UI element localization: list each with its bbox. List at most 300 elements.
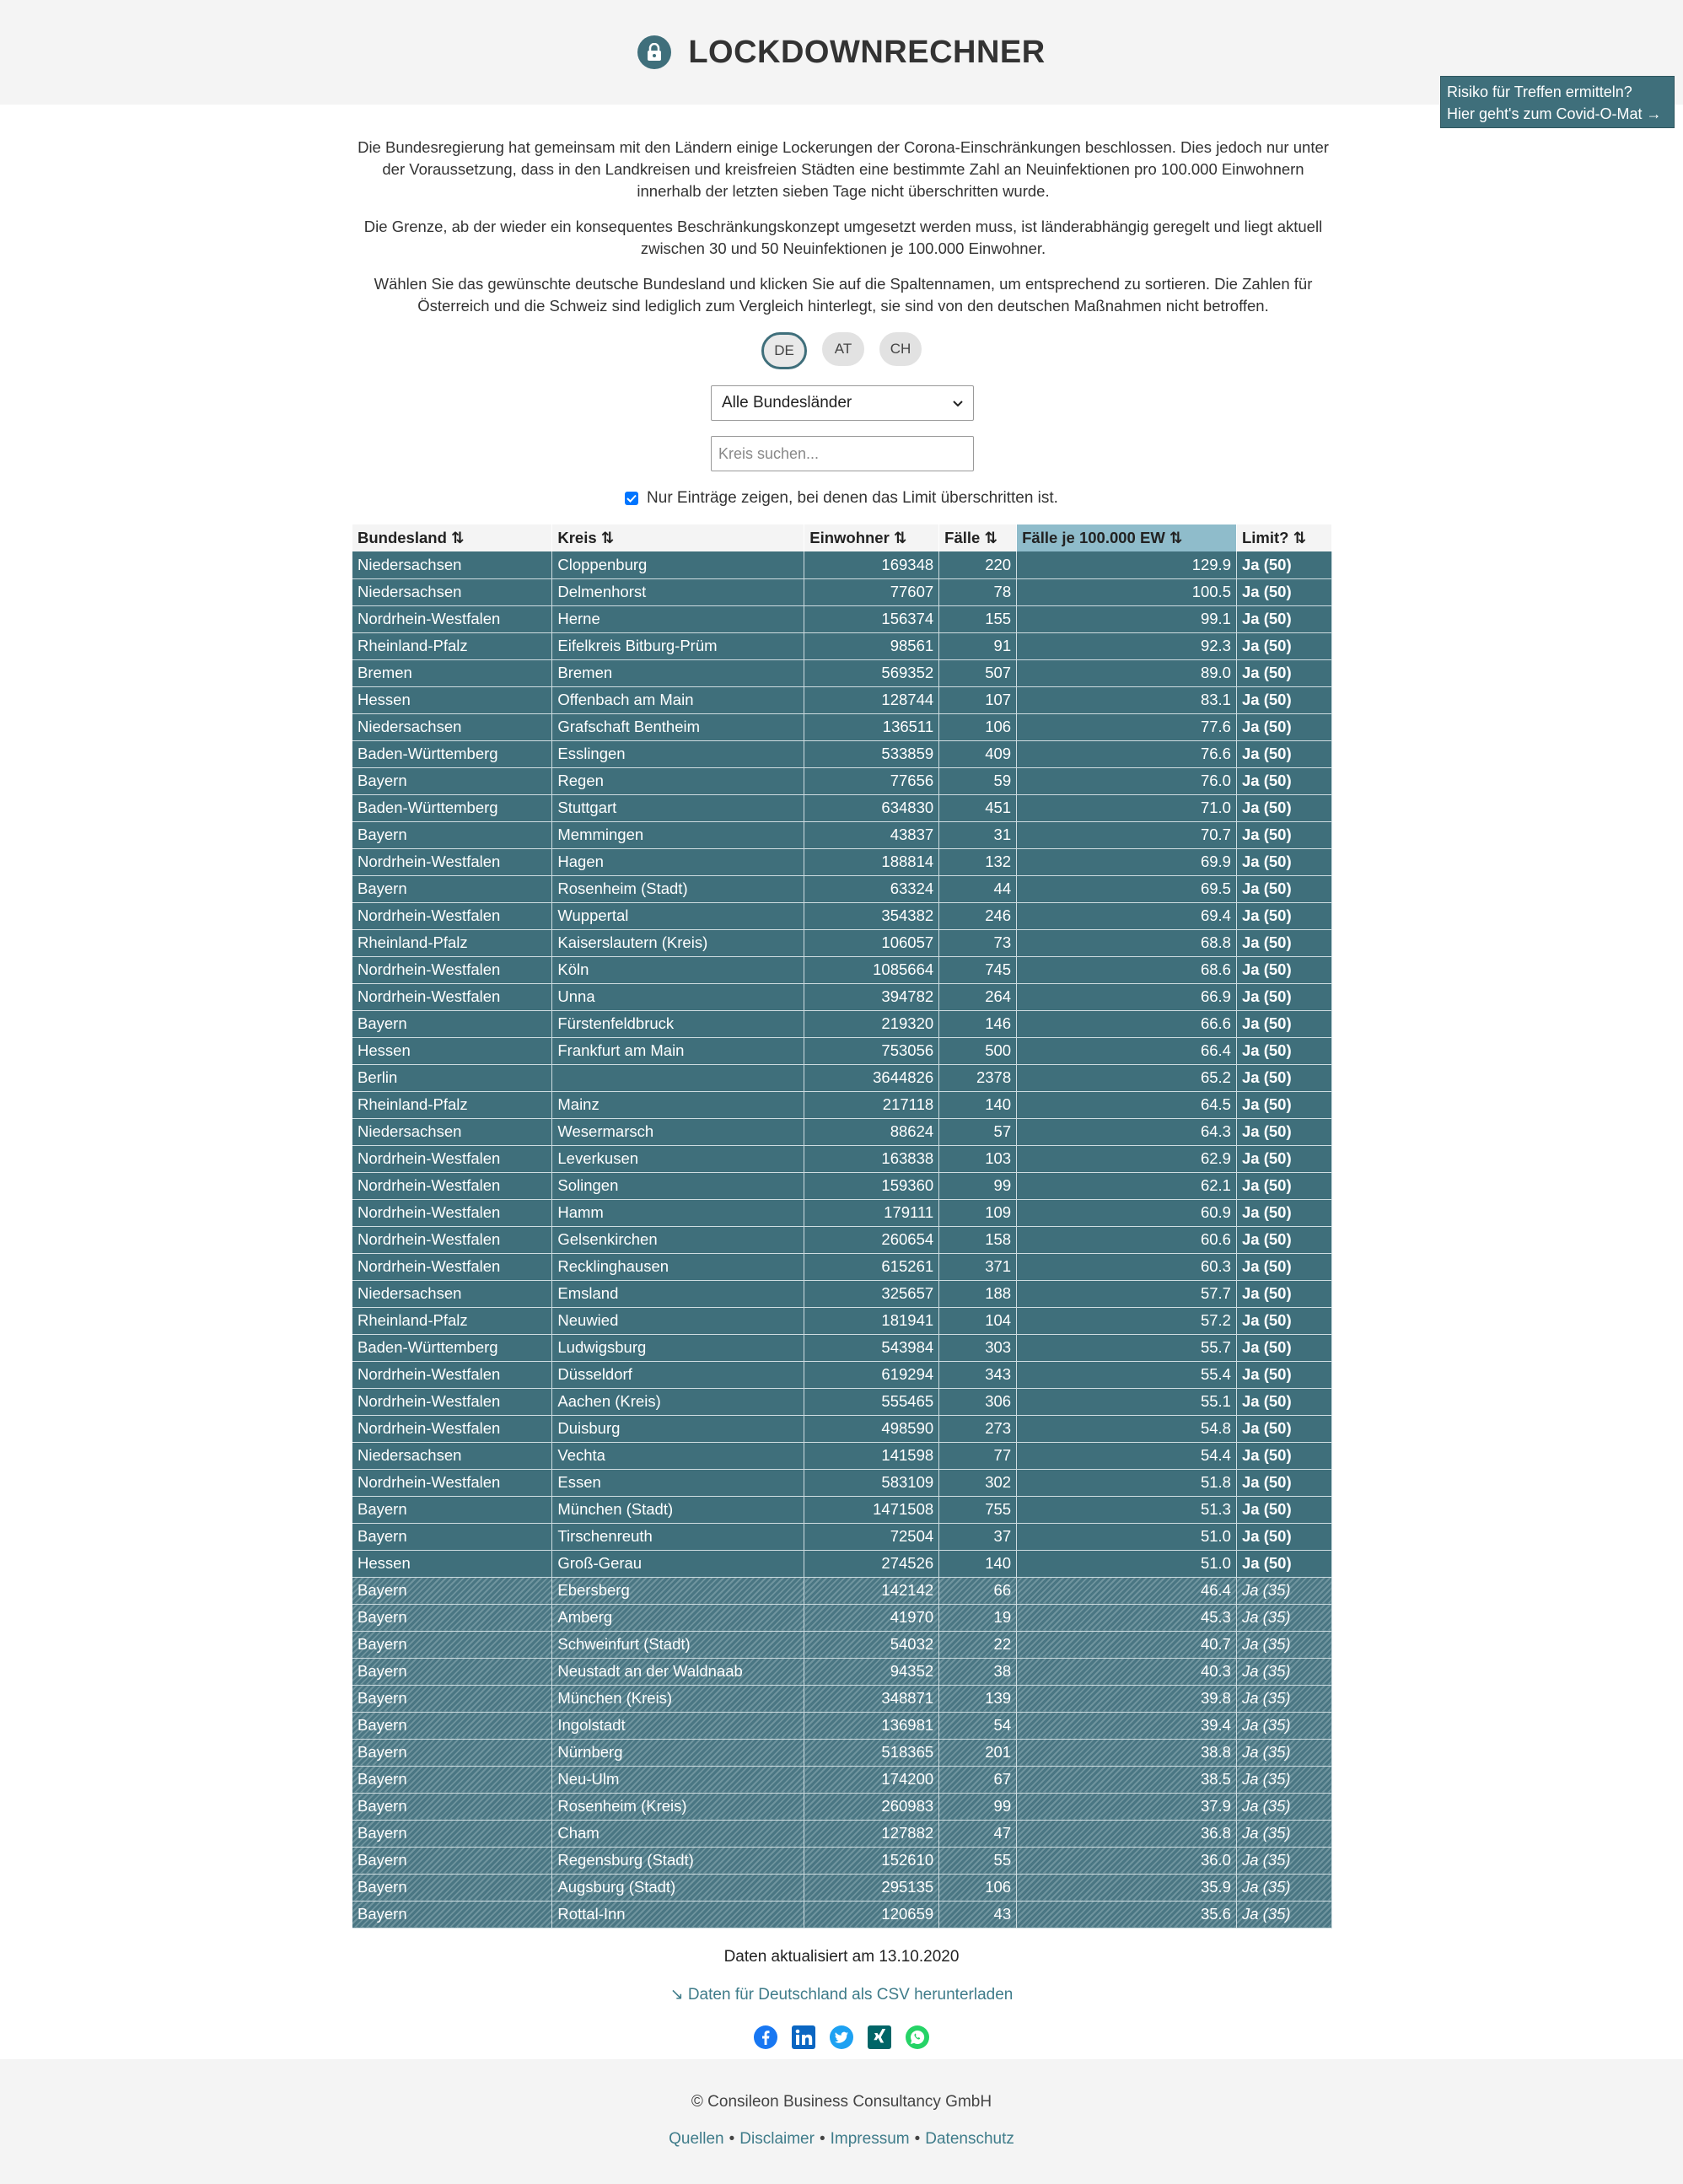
cell-limit: Ja (50): [1236, 1226, 1331, 1253]
cell-kreis: Ludwigsburg: [552, 1334, 804, 1361]
cell-faelle: 302: [939, 1469, 1017, 1496]
linkedin-icon[interactable]: [791, 2024, 817, 2050]
cell-kreis: Frankfurt am Main: [552, 1037, 804, 1064]
lock-icon: [637, 35, 671, 69]
cell-bundesland: Nordrhein-Westfalen: [352, 1253, 552, 1280]
cell-faelle: 158: [939, 1226, 1017, 1253]
cell-bundesland: Niedersachsen: [352, 1118, 552, 1145]
covid-link-line2: Hier geht's zum Covid-O-Mat →: [1447, 105, 1662, 122]
cell-limit: Ja (50): [1236, 929, 1331, 956]
cell-inzidenz: 60.9: [1017, 1199, 1237, 1226]
cell-inzidenz: 39.8: [1017, 1685, 1237, 1712]
cell-faelle: 140: [939, 1091, 1017, 1118]
cell-einwohner: 159360: [804, 1172, 939, 1199]
cell-limit: Ja (50): [1236, 1145, 1331, 1172]
table-row: [352, 713, 1332, 740]
xing-icon[interactable]: [867, 2024, 893, 2050]
cell-faelle: 43: [939, 1901, 1017, 1928]
cell-inzidenz: 36.8: [1017, 1820, 1237, 1847]
cell-faelle: 246: [939, 902, 1017, 929]
cell-faelle: 500: [939, 1037, 1017, 1064]
cell-limit: Ja (50): [1236, 632, 1331, 659]
country-button-at[interactable]: AT: [822, 332, 864, 366]
sort-header-kreis[interactable]: Kreis ⇅: [552, 524, 804, 551]
covid-link-line1: Risiko für Treffen ermitteln?: [1447, 83, 1632, 100]
cell-faelle: 99: [939, 1172, 1017, 1199]
cell-einwohner: 543984: [804, 1334, 939, 1361]
results-table: [352, 524, 1332, 1928]
cell-inzidenz: 92.3: [1017, 632, 1237, 659]
cell-inzidenz: 64.3: [1017, 1118, 1237, 1145]
table-row: [352, 1712, 1332, 1739]
country-switch: [0, 332, 1683, 369]
cell-einwohner: 98561: [804, 632, 939, 659]
cell-limit: Ja (50): [1236, 1091, 1331, 1118]
cell-limit: Ja (50): [1236, 1550, 1331, 1577]
cell-inzidenz: 70.7: [1017, 821, 1237, 848]
cell-inzidenz: 69.4: [1017, 902, 1237, 929]
cell-limit: Ja (35): [1236, 1847, 1331, 1874]
cell-limit: Ja (50): [1236, 902, 1331, 929]
cell-kreis: Solingen: [552, 1172, 804, 1199]
cell-kreis: Esslingen: [552, 740, 804, 767]
cell-kreis: Leverkusen: [552, 1145, 804, 1172]
cell-kreis: Unna: [552, 983, 804, 1010]
cell-einwohner: 533859: [804, 740, 939, 767]
cell-einwohner: 94352: [804, 1658, 939, 1685]
cell-inzidenz: 83.1: [1017, 686, 1237, 713]
cell-bundesland: Nordrhein-Westfalen: [352, 983, 552, 1010]
table-row: [352, 1550, 1332, 1577]
cell-einwohner: 156374: [804, 605, 939, 632]
cell-kreis: Tirschenreuth: [552, 1523, 804, 1550]
cell-limit: Ja (50): [1236, 713, 1331, 740]
cell-faelle: 103: [939, 1145, 1017, 1172]
cell-kreis: Gelsenkirchen: [552, 1226, 804, 1253]
cell-kreis: Grafschaft Bentheim: [552, 713, 804, 740]
cell-einwohner: 325657: [804, 1280, 939, 1307]
cell-bundesland: Nordrhein-Westfalen: [352, 1226, 552, 1253]
cell-faelle: 371: [939, 1253, 1017, 1280]
cell-limit: Ja (35): [1236, 1820, 1331, 1847]
cell-faelle: 106: [939, 1874, 1017, 1901]
cell-einwohner: 188814: [804, 848, 939, 875]
sort-header-faelle[interactable]: Fälle ⇅: [939, 524, 1017, 551]
cell-bundesland: Nordrhein-Westfalen: [352, 1469, 552, 1496]
cell-limit: Ja (50): [1236, 821, 1331, 848]
cell-einwohner: 354382: [804, 902, 939, 929]
cell-limit: Ja (50): [1236, 1361, 1331, 1388]
footer-link-impressum[interactable]: Impressum: [830, 2130, 910, 2148]
cell-limit: Ja (35): [1236, 1604, 1331, 1631]
cell-bundesland: Bayern: [352, 767, 552, 794]
cell-einwohner: 753056: [804, 1037, 939, 1064]
cell-limit: Ja (35): [1236, 1631, 1331, 1658]
table-row: [352, 1145, 1332, 1172]
cell-kreis: [552, 1064, 804, 1091]
cell-kreis: Hagen: [552, 848, 804, 875]
cell-kreis: Wuppertal: [552, 902, 804, 929]
table-row: [352, 794, 1332, 821]
cell-inzidenz: 40.7: [1017, 1631, 1237, 1658]
cell-faelle: 47: [939, 1820, 1017, 1847]
cell-kreis: Recklinghausen: [552, 1253, 804, 1280]
country-button-ch[interactable]: CH: [879, 332, 922, 366]
cell-einwohner: 141598: [804, 1442, 939, 1469]
intro-paragraph: Die Grenze, ab der wieder ein konsequentes Beschränkungskonzept umgesetzt werden muss, ist länderabhängig geregelt und liegt aktuell zwischen 30 und 50 Neuinfektionen je 100.000 Einwohner.: [363, 218, 1323, 257]
intro-text: [354, 137, 1332, 331]
cell-einwohner: 1471508: [804, 1496, 939, 1523]
cell-inzidenz: 66.6: [1017, 1010, 1237, 1037]
footer-link-disclaimer[interactable]: Disclaimer: [739, 2130, 815, 2148]
cell-limit: Ja (50): [1236, 659, 1331, 686]
cell-inzidenz: 76.0: [1017, 767, 1237, 794]
cell-bundesland: Bayern: [352, 1496, 552, 1523]
cell-inzidenz: 60.6: [1017, 1226, 1237, 1253]
table-row: [352, 956, 1332, 983]
table-row: [352, 983, 1332, 1010]
cell-limit: Ja (50): [1236, 605, 1331, 632]
cell-limit: Ja (50): [1236, 1037, 1331, 1064]
footer-link-datenschutz[interactable]: Datenschutz: [925, 2130, 1014, 2148]
cell-bundesland: Nordrhein-Westfalen: [352, 1415, 552, 1442]
cell-einwohner: 569352: [804, 659, 939, 686]
cell-einwohner: 583109: [804, 1469, 939, 1496]
cell-faelle: 140: [939, 1550, 1017, 1577]
cell-faelle: 44: [939, 875, 1017, 902]
cell-bundesland: Nordrhein-Westfalen: [352, 1172, 552, 1199]
cell-einwohner: 295135: [804, 1874, 939, 1901]
cell-bundesland: Rheinland-Pfalz: [352, 1091, 552, 1118]
table-row: [352, 1685, 1332, 1712]
cell-bundesland: Bayern: [352, 1793, 552, 1820]
cell-einwohner: 41970: [804, 1604, 939, 1631]
cell-faelle: 507: [939, 659, 1017, 686]
cell-faelle: 2378: [939, 1064, 1017, 1091]
cell-kreis: Cloppenburg: [552, 551, 804, 578]
limit-filter: [0, 489, 1683, 508]
cell-faelle: 139: [939, 1685, 1017, 1712]
cell-bundesland: Bayern: [352, 1712, 552, 1739]
cell-faelle: 54: [939, 1712, 1017, 1739]
cell-bundesland: Bayern: [352, 1010, 552, 1037]
cell-einwohner: 43837: [804, 821, 939, 848]
limit-filter-label: Nur Einträge zeigen, bei denen das Limit überschritten ist.: [647, 489, 1058, 507]
cell-einwohner: 54032: [804, 1631, 939, 1658]
table-row: [352, 1064, 1332, 1091]
footer-link-quellen[interactable]: Quellen: [669, 2130, 724, 2148]
cell-limit: Ja (50): [1236, 1253, 1331, 1280]
table-body: [352, 551, 1332, 1928]
cell-bundesland: Nordrhein-Westfalen: [352, 605, 552, 632]
kreis-search-input[interactable]: [711, 436, 974, 471]
cell-bundesland: Nordrhein-Westfalen: [352, 902, 552, 929]
cell-bundesland: Bayern: [352, 1523, 552, 1550]
table-row: [352, 1631, 1332, 1658]
cell-inzidenz: 76.6: [1017, 740, 1237, 767]
cell-limit: Ja (50): [1236, 767, 1331, 794]
table-row: [352, 686, 1332, 713]
table-row: [352, 1604, 1332, 1631]
table-row: [352, 1469, 1332, 1496]
country-button-de[interactable]: DE: [761, 332, 807, 369]
whatsapp-icon[interactable]: [905, 2024, 931, 2050]
table-row: [352, 1253, 1332, 1280]
cell-kreis: Rosenheim (Stadt): [552, 875, 804, 902]
table-row: [352, 1793, 1332, 1820]
cell-faelle: 273: [939, 1415, 1017, 1442]
cell-faelle: 451: [939, 794, 1017, 821]
cell-bundesland: Baden-Württemberg: [352, 1334, 552, 1361]
cell-limit: Ja (50): [1236, 1172, 1331, 1199]
cell-limit: Ja (35): [1236, 1901, 1331, 1928]
table-row: [352, 767, 1332, 794]
covid-o-mat-link[interactable]: [1440, 76, 1675, 128]
cell-inzidenz: 89.0: [1017, 659, 1237, 686]
cell-einwohner: 127882: [804, 1820, 939, 1847]
table-row: [352, 1739, 1332, 1766]
cell-inzidenz: 51.8: [1017, 1469, 1237, 1496]
cell-faelle: 67: [939, 1766, 1017, 1793]
cell-einwohner: 88624: [804, 1118, 939, 1145]
cell-bundesland: Bayern: [352, 1685, 552, 1712]
cell-faelle: 146: [939, 1010, 1017, 1037]
cell-limit: Ja (50): [1236, 875, 1331, 902]
table-row: [352, 1199, 1332, 1226]
cell-faelle: 201: [939, 1739, 1017, 1766]
table-row: [352, 1766, 1332, 1793]
cell-faelle: 745: [939, 956, 1017, 983]
cell-kreis: Bremen: [552, 659, 804, 686]
chevron-down-icon: [953, 394, 963, 412]
cell-bundesland: Niedersachsen: [352, 578, 552, 605]
intro-paragraph: Die Bundesregierung hat gemeinsam mit den Ländern einige Lockerungen der Corona-Einschränkungen beschlossen. Dies jedoch nur unter der Voraussetzung, dass in den Landkreisen und kreisfreien Städten eine bestimmte Zahl an Neuinfektionen pro 100.000 Einwohnern innerhalb der letzten sieben Tage nicht überschritten wurde.: [358, 138, 1329, 200]
cell-kreis: Ingolstadt: [552, 1712, 804, 1739]
cell-faelle: 77: [939, 1442, 1017, 1469]
table-row: [352, 1226, 1332, 1253]
cell-inzidenz: 64.5: [1017, 1091, 1237, 1118]
cell-limit: Ja (50): [1236, 1442, 1331, 1469]
csv-download-link[interactable]: ↘ Daten für Deutschland als CSV herunterladen: [669, 1986, 1014, 2004]
sort-header-bundesland[interactable]: Bundesland ⇅: [352, 524, 552, 551]
table-row: [352, 659, 1332, 686]
cell-faelle: 99: [939, 1793, 1017, 1820]
bundesland-select-value: Alle Bundesländer: [722, 394, 852, 412]
cell-einwohner: 152610: [804, 1847, 939, 1874]
cell-faelle: 38: [939, 1658, 1017, 1685]
cell-einwohner: 174200: [804, 1766, 939, 1793]
cell-bundesland: Bayern: [352, 1577, 552, 1604]
cell-bundesland: Hessen: [352, 1550, 552, 1577]
cell-einwohner: 217118: [804, 1091, 939, 1118]
table-row: [352, 1847, 1332, 1874]
twitter-icon[interactable]: [829, 2024, 855, 2050]
sort-header-inzidenz[interactable]: Fälle je 100.000 EW ⇅: [1017, 524, 1237, 551]
cell-bundesland: Bayern: [352, 875, 552, 902]
updated-text: Daten aktualisiert am 13.10.2020: [723, 1948, 960, 1966]
cell-limit: Ja (50): [1236, 1496, 1331, 1523]
cell-bundesland: Bayern: [352, 1874, 552, 1901]
table-row: [352, 1874, 1332, 1901]
table-row: [352, 1658, 1332, 1685]
cell-faelle: 78: [939, 578, 1017, 605]
cell-faelle: 22: [939, 1631, 1017, 1658]
cell-bundesland: Nordrhein-Westfalen: [352, 1388, 552, 1415]
table-row: [352, 1415, 1332, 1442]
cell-limit: Ja (50): [1236, 578, 1331, 605]
cell-kreis: Amberg: [552, 1604, 804, 1631]
cell-inzidenz: 77.6: [1017, 713, 1237, 740]
cell-kreis: Nürnberg: [552, 1739, 804, 1766]
cell-inzidenz: 129.9: [1017, 551, 1237, 578]
cell-kreis: Ebersberg: [552, 1577, 804, 1604]
table-row: [352, 1010, 1332, 1037]
cell-inzidenz: 51.0: [1017, 1523, 1237, 1550]
cell-kreis: Emsland: [552, 1280, 804, 1307]
cell-limit: Ja (50): [1236, 740, 1331, 767]
cell-inzidenz: 71.0: [1017, 794, 1237, 821]
cell-bundesland: Niedersachsen: [352, 1280, 552, 1307]
cell-einwohner: 181941: [804, 1307, 939, 1334]
table-row: [352, 1334, 1332, 1361]
cell-einwohner: 77656: [804, 767, 939, 794]
cell-inzidenz: 69.5: [1017, 875, 1237, 902]
cell-faelle: 107: [939, 686, 1017, 713]
table-row: [352, 578, 1332, 605]
table-row: [352, 821, 1332, 848]
table-row: [352, 902, 1332, 929]
table-row: [352, 1361, 1332, 1388]
bundesland-select[interactable]: [711, 385, 974, 421]
table-row: [352, 929, 1332, 956]
cell-inzidenz: 62.9: [1017, 1145, 1237, 1172]
cell-limit: Ja (50): [1236, 794, 1331, 821]
cell-limit: Ja (50): [1236, 1415, 1331, 1442]
copyright-text: © Consileon Business Consultancy GmbH: [691, 2093, 992, 2111]
cell-einwohner: 106057: [804, 929, 939, 956]
cell-einwohner: 72504: [804, 1523, 939, 1550]
cell-bundesland: Hessen: [352, 1037, 552, 1064]
cell-bundesland: Nordrhein-Westfalen: [352, 1361, 552, 1388]
cell-einwohner: 615261: [804, 1253, 939, 1280]
cell-bundesland: Baden-Württemberg: [352, 794, 552, 821]
cell-inzidenz: 39.4: [1017, 1712, 1237, 1739]
cell-bundesland: Bayern: [352, 1631, 552, 1658]
cell-limit: Ja (50): [1236, 848, 1331, 875]
limit-filter-checkbox[interactable]: [625, 492, 638, 505]
cell-kreis: Regensburg (Stadt): [552, 1847, 804, 1874]
table-row: [352, 1820, 1332, 1847]
cell-faelle: 57: [939, 1118, 1017, 1145]
cell-einwohner: 163838: [804, 1145, 939, 1172]
cell-inzidenz: 55.4: [1017, 1361, 1237, 1388]
cell-inzidenz: 35.9: [1017, 1874, 1237, 1901]
cell-limit: Ja (50): [1236, 1010, 1331, 1037]
facebook-icon[interactable]: [753, 2024, 779, 2050]
cell-kreis: Delmenhorst: [552, 578, 804, 605]
cell-inzidenz: 69.9: [1017, 848, 1237, 875]
cell-kreis: Köln: [552, 956, 804, 983]
cell-kreis: Aachen (Kreis): [552, 1388, 804, 1415]
cell-bundesland: Bayern: [352, 1604, 552, 1631]
cell-limit: Ja (50): [1236, 1469, 1331, 1496]
cell-inzidenz: 68.6: [1017, 956, 1237, 983]
cell-kreis: Neuwied: [552, 1307, 804, 1334]
table-row: [352, 1901, 1332, 1928]
cell-einwohner: 63324: [804, 875, 939, 902]
cell-bundesland: Bremen: [352, 659, 552, 686]
cell-limit: Ja (35): [1236, 1658, 1331, 1685]
cell-bundesland: Bayern: [352, 1820, 552, 1847]
cell-inzidenz: 36.0: [1017, 1847, 1237, 1874]
cell-faelle: 66: [939, 1577, 1017, 1604]
table-row: [352, 740, 1332, 767]
cell-bundesland: Bayern: [352, 1739, 552, 1766]
cell-bundesland: Hessen: [352, 686, 552, 713]
cell-faelle: 132: [939, 848, 1017, 875]
table-row: [352, 1091, 1332, 1118]
cell-kreis: Regen: [552, 767, 804, 794]
cell-einwohner: 169348: [804, 551, 939, 578]
cell-faelle: 59: [939, 767, 1017, 794]
page-title: LOCKDOWNRECHNER: [688, 34, 1046, 70]
cell-bundesland: Berlin: [352, 1064, 552, 1091]
cell-kreis: Neustadt an der Waldnaab: [552, 1658, 804, 1685]
cell-limit: Ja (50): [1236, 983, 1331, 1010]
sort-header-limit[interactable]: Limit? ⇅: [1236, 524, 1331, 551]
cell-kreis: Düsseldorf: [552, 1361, 804, 1388]
cell-bundesland: Niedersachsen: [352, 1442, 552, 1469]
table-row: [352, 875, 1332, 902]
cell-kreis: Eifelkreis Bitburg-Prüm: [552, 632, 804, 659]
cell-faelle: 31: [939, 821, 1017, 848]
cell-bundesland: Nordrhein-Westfalen: [352, 848, 552, 875]
cell-limit: Ja (35): [1236, 1739, 1331, 1766]
cell-inzidenz: 60.3: [1017, 1253, 1237, 1280]
cell-inzidenz: 38.8: [1017, 1739, 1237, 1766]
cell-inzidenz: 55.7: [1017, 1334, 1237, 1361]
cell-bundesland: Niedersachsen: [352, 713, 552, 740]
cell-limit: Ja (50): [1236, 1064, 1331, 1091]
cell-bundesland: Nordrhein-Westfalen: [352, 1145, 552, 1172]
cell-bundesland: Bayern: [352, 1847, 552, 1874]
cell-inzidenz: 51.0: [1017, 1550, 1237, 1577]
cell-inzidenz: 99.1: [1017, 605, 1237, 632]
cell-kreis: Mainz: [552, 1091, 804, 1118]
cell-kreis: München (Stadt): [552, 1496, 804, 1523]
cell-limit: Ja (50): [1236, 551, 1331, 578]
cell-einwohner: 348871: [804, 1685, 939, 1712]
cell-kreis: Hamm: [552, 1199, 804, 1226]
cell-faelle: 104: [939, 1307, 1017, 1334]
cell-limit: Ja (50): [1236, 1388, 1331, 1415]
cell-einwohner: 498590: [804, 1415, 939, 1442]
cell-einwohner: 136981: [804, 1712, 939, 1739]
cell-bundesland: Rheinland-Pfalz: [352, 929, 552, 956]
cell-inzidenz: 66.9: [1017, 983, 1237, 1010]
cell-einwohner: 219320: [804, 1010, 939, 1037]
cell-faelle: 37: [939, 1523, 1017, 1550]
table-header-row: [352, 524, 1332, 551]
cell-kreis: Wesermarsch: [552, 1118, 804, 1145]
cell-limit: Ja (35): [1236, 1712, 1331, 1739]
cell-einwohner: 142142: [804, 1577, 939, 1604]
table-row: [352, 1388, 1332, 1415]
cell-einwohner: 77607: [804, 578, 939, 605]
table-row: [352, 848, 1332, 875]
sort-header-einwohner[interactable]: Einwohner ⇅: [804, 524, 939, 551]
cell-kreis: Fürstenfeldbruck: [552, 1010, 804, 1037]
